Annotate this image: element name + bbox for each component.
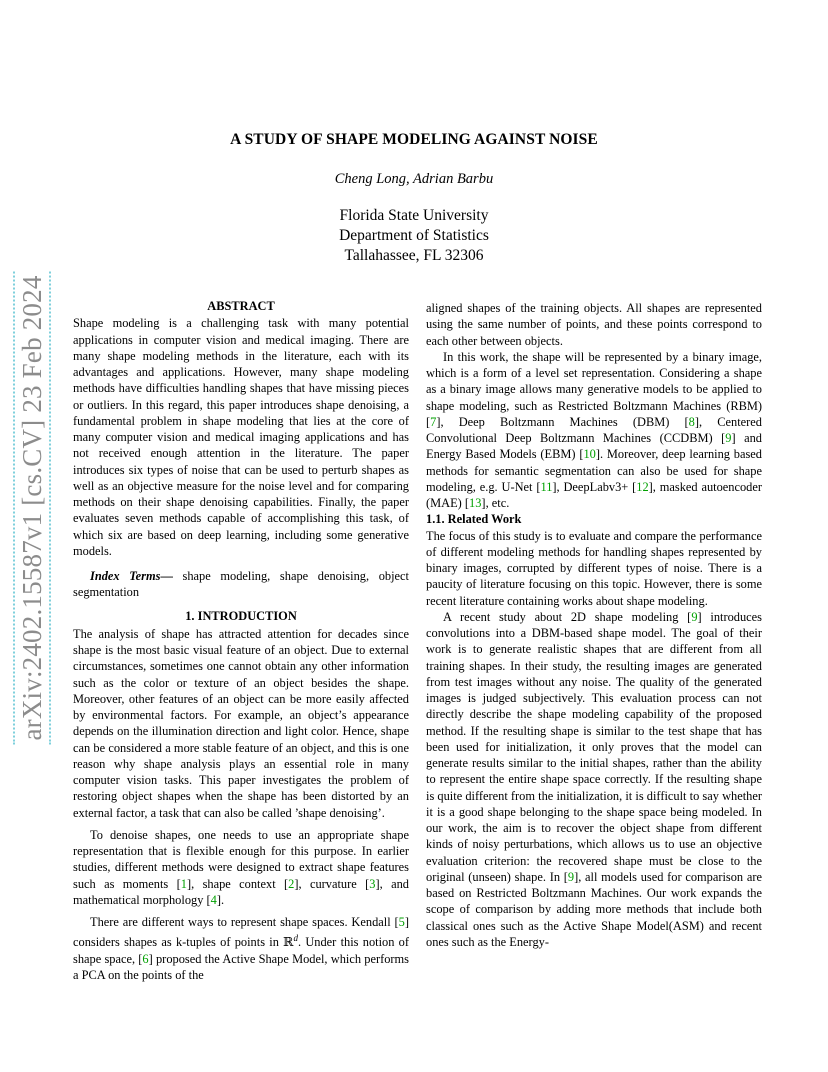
paper-title: A STUDY OF SHAPE MODELING AGAINST NOISE [230, 131, 598, 148]
right-paragraph-2 [426, 349, 762, 512]
citation-link[interactable]: [ 7 ] [426, 415, 440, 429]
text-run: . [221, 892, 225, 907]
right-column [426, 300, 762, 950]
left-column [73, 298, 409, 983]
text-run: , masked autoencoder (MAE) [426, 479, 762, 510]
index-terms [73, 568, 409, 601]
text-run: , curvature [298, 876, 366, 891]
text-run: . Under this notion of shape space, [73, 935, 409, 966]
text-run: introduces convolutions into a DBM-based shape model. The goal of their work is to generate realistic shapes that are different from all training shapes. In their study, the resulting images are generated from test images without any noise. The quality of the generated images is judged subjectively. This evaluation process can not directly describe the shape modeling capability of the proposed method. If the resulting shape is similar to the test shape that has been used for initialization, it only proves that the model can generate results similar to the initial shapes, rather than the ability to represent the entire shape space correctly. If the resulting shape is quite different from the initialization, it is difficult to say whether it is a good shape belonging to the shape space being modeled. In our work, the aim is to recover the object shape from different kinds of noisy perturbations, which allows us to use an objective evaluation criterion: the recovered shape must be close to the original (unseen) shape. In [426, 609, 762, 884]
abstract-heading: ABSTRACT [207, 299, 275, 313]
abstract-text: Shape modeling is a challenging task with many potential applications in computer vision and medical imaging. There are many shape modeling methods in the literature, each with its advantages and applications. However, many shape modeling methods have difficulties handling shapes that have missing pieces or outliers. In this regard, this paper introduces shape denoising, a fundamental problem in shape modeling that lies at the core of many computer vision and medical imaging applications and has not received enough attention in the literature. The paper introduces six types of noise that can be used to perturb shapes as well as an objective measure for the noise level and for comparing methods on their shape denoising capabilities. Finally, the paper evaluates seven methods capable of accomplishing this task, of which six are based on deep learning, including some generative models. [73, 316, 409, 558]
affiliation-university: Florida State University [339, 207, 489, 224]
index-terms-dash: — [160, 569, 173, 583]
arxiv-stamp[interactable] [10, 258, 54, 758]
citation-link[interactable]: [ 6 ] [138, 952, 152, 966]
text-run: and Energy Based Models (EBM) [426, 431, 762, 462]
citation-link[interactable]: [ 12 ] [632, 480, 653, 494]
text-run: , and mathematical morphology [73, 876, 409, 907]
affiliation-location: Tallahassee, FL 32306 [344, 247, 484, 264]
text-run: considers shapes as k-tuples of points in ℝ [73, 935, 294, 950]
text-run: , Deep Boltzmann Machines (DBM) [440, 414, 685, 429]
citation-link[interactable]: [ 4 ] [207, 893, 221, 907]
text-run: , all models used for comparison are based on Restricted Boltzmann Machines. Our work expands the scope of comparison by adding more methods that include both classical ones such as the Active Shape Model(ASM) and recent ones such as the Energy- [426, 869, 762, 949]
citation-link[interactable]: [ 1 ] [177, 877, 191, 891]
subsection-heading-related-work: 1.1. Related Work [426, 512, 522, 527]
paper-authors: Cheng Long, Adrian Barbu [334, 171, 494, 187]
section-heading-introduction: 1. INTRODUCTION [185, 608, 297, 623]
text-run: , etc. [485, 496, 510, 510]
related-work-paragraph-2 [426, 609, 762, 950]
intro-paragraph-3 [73, 914, 409, 983]
citation-link[interactable]: [ 9 ] [564, 870, 578, 884]
text-run: , DeepLabv3+ [556, 479, 633, 494]
index-terms-text: shape modeling, shape denoising, object segmentation [73, 569, 409, 600]
affiliation-department: Department of Statistics [339, 227, 489, 244]
text-run: , shape context [191, 876, 285, 891]
intro-paragraph-2 [73, 827, 409, 908]
text-run: To denoise shapes, one needs to use an appropriate shape representation that is flexible enough for this purpose. In earlier studies, different methods were designed to extract shape features such as moments [73, 827, 409, 891]
related-work-paragraph-1: The focus of this study is to evaluate and compare the performance of different modeling methods for handling shapes represented by binary images, corrupted by different types of noise. There is a paucity of literature focusing on this topic. However, there is some recent literature containing works about shape modeling. [426, 528, 762, 608]
text-run: A recent study about 2D shape modeling [443, 609, 688, 624]
text-run: In this work, the shape will be represented by a binary image, which is a form of a level set representation. Considering a shape as a binary image allows many generative models to be applied to shape modeling, such as Restricted Boltzmann Machines (RBM) [426, 349, 762, 413]
affiliation [0, 206, 828, 266]
right-paragraph-1: aligned shapes of the training objects. All shapes are represented using the same number of points, and these points correspond to each other between objects. [426, 301, 762, 348]
text-run: . Moreover, deep learning based methods for semantic segmentation can also be used for shape modeling, e.g. U-Net [426, 447, 762, 494]
citation-link[interactable]: [ 5 ] [395, 915, 409, 929]
text-run: There are different ways to represent shape spaces. Kendall [90, 915, 395, 929]
citation-link[interactable]: [ 9 ] [721, 431, 735, 445]
citation-link[interactable]: [ 8 ] [685, 415, 699, 429]
citation-link[interactable]: [ 3 ] [365, 877, 379, 891]
citation-link[interactable]: [ 13 ] [465, 496, 486, 510]
intro-paragraph-1: The analysis of shape has attracted attention for decades since shape is the most basic visual feature of an object. Due to external circumstances, sometimes one cannot obtain any other information such as the color or texture of an object besides the shape. Moreover, other features of an object can be more easily affected by environmental factors. For example, an object’s appearance depends on the illumination direction and light color. Hence, shape can be considered a more stable feature of an object, and this is one reason why shape analysis plays an essential role in many computer vision tasks. This paper investigates the problem of restoring object shapes when the shape has been distorted by an external factor, a task that can also be called ’shape denoising’. [73, 626, 409, 820]
math-superscript: d [293, 933, 298, 944]
citation-link[interactable]: [ 10 ] [579, 447, 600, 461]
text-run: , Centered Convolutional Deep Boltzmann Machines (CCDBM) [426, 414, 762, 445]
citation-link[interactable]: [ 2 ] [284, 877, 298, 891]
index-terms-label: Index Terms [90, 569, 161, 583]
citation-link[interactable]: [ 11 ] [536, 480, 556, 494]
citation-link[interactable]: [ 9 ] [687, 610, 701, 624]
arxiv-stamp-text: arXiv:2402.15587v1 [cs.CV] 23 Feb 2024 [13, 271, 51, 744]
text-run: proposed the Active Shape Model, which performs a PCA on the points of the [73, 951, 409, 982]
